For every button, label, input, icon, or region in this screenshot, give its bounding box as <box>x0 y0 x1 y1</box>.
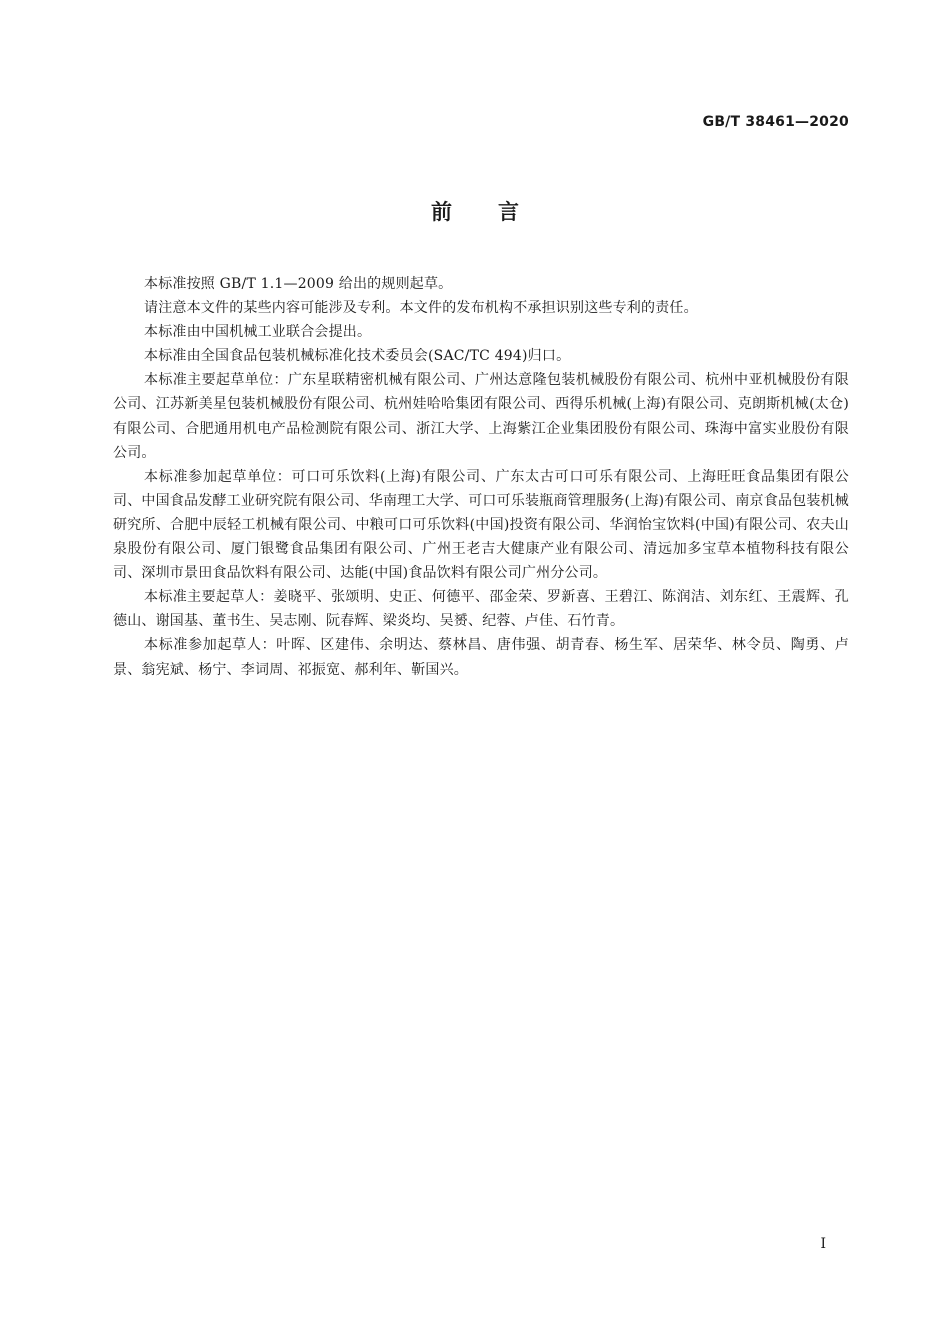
page-number: I <box>820 1236 826 1252</box>
paragraph-main-drafters: 本标准主要起草人：姜晓平、张颂明、史正、何德平、邵金荣、罗新喜、王碧江、陈润洁、刘东红、王震辉、孔德山、谢国基、董书生、吴志刚、阮春辉、梁炎均、吴赟、纪蓉、卢佳、石竹青。 <box>113 589 849 630</box>
page-title: 前言 <box>431 200 565 224</box>
paragraph-participating-drafters: 本标准参加起草人：叶晖、区建伟、余明达、蔡林昌、唐伟强、胡青春、杨生军、居荣华、林令员、陶勇、卢景、翁宪斌、杨宁、李词周、祁振宽、郝利年、靳国兴。 <box>113 637 849 678</box>
standard-number: GB/T 38461—2020 <box>702 114 849 130</box>
foreword-body <box>113 272 849 682</box>
paragraph-proposed-by: 本标准由中国机械工业联合会提出。 <box>144 324 372 341</box>
paragraph-technical-committee: 本标准由全国食品包装机械标准化技术委员会(SAC/TC 494)归口。 <box>144 348 571 365</box>
paragraph-patent-notice: 请注意本文件的某些内容可能涉及专利。本文件的发布机构不承担识别这些专利的责任。 <box>144 300 698 317</box>
paragraph-participating-units: 本标准参加起草单位：可口可乐饮料(上海)有限公司、广东太古可口可乐有限公司、上海旺旺食品集团有限公司、中国食品发酵工业研究院有限公司、华南理工大学、可口可乐装瓶商管理服务(上海)有限公司、南京食品包装机械研究所、合肥中辰轻工机械有限公司、中粮可口可乐饮料(中国)投资有限公司、华润怡宝饮料(中国)有限公司、农夫山泉股份有限公司、厦门银鹭食品集团有限公司、广州王老吉大健康产业有限公司、清远加多宝草本植物科技有限公司、深圳市景田食品饮料有限公司、达能(中国)食品饮料有限公司广州分公司。 <box>113 468 849 582</box>
paragraph-main-drafting-units: 本标准主要起草单位：广东星联精密机械有限公司、广州达意隆包装机械股份有限公司、杭州中亚机械股份有限公司、江苏新美星包装机械股份有限公司、杭州娃哈哈集团有限公司、西得乐机械(上海)有限公司、克朗斯机械(太仓)有限公司、合肥通用机电产品检测院有限公司、浙江大学、上海紫江企业集团股份有限公司、珠海中富实业股份有限公司。 <box>113 372 849 461</box>
paragraph-drafting-rules: 本标准按照 GB/T 1.1—2009 给出的规则起草。 <box>144 276 453 292</box>
